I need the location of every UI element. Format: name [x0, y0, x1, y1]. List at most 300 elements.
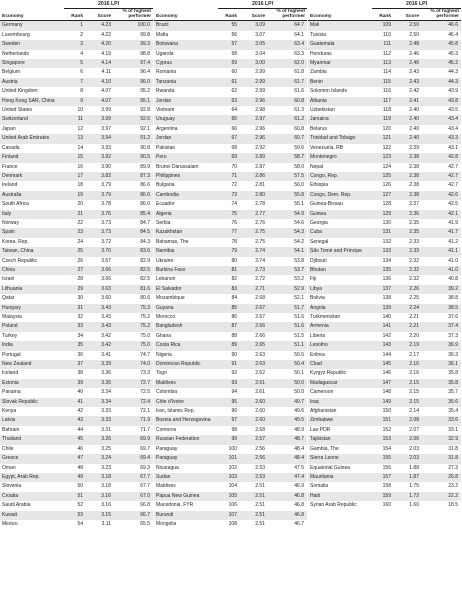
score-cell: 2.87 [240, 163, 268, 172]
economy-cell: Côte d'Ivoire [154, 398, 218, 407]
table-row [308, 398, 461, 407]
economy-cell: Lao PDR [308, 426, 372, 435]
rank-cell: 5 [64, 59, 86, 68]
table-row [154, 210, 307, 219]
pct-cell: 37.3 [422, 332, 461, 341]
pct-cell: 38.8 [422, 294, 461, 303]
rank-cell: 78 [218, 238, 240, 247]
pct-cell: 48.9 [268, 426, 307, 435]
table-row [308, 379, 461, 388]
rank-cell: 39 [64, 379, 86, 388]
economy-cell: Angola [308, 304, 372, 313]
rank-cell: 110 [372, 31, 394, 40]
pct-cell: 37.6 [422, 313, 461, 322]
rank-cell: 23 [64, 228, 86, 237]
economy-cell: Honduras [308, 50, 372, 59]
table-row [0, 426, 153, 435]
table-row [154, 482, 307, 491]
pct-cell: 84.7 [114, 219, 153, 228]
rank-cell: 52 [64, 501, 86, 510]
score-cell: 2.98 [240, 106, 268, 115]
rank-cell: 104 [218, 482, 240, 491]
table-row [154, 464, 307, 473]
economy-cell: Cyprus [154, 59, 218, 68]
pct-cell: 75.2 [114, 322, 153, 331]
score-cell: 2.92 [240, 144, 268, 153]
pct-cell: 99.3 [114, 40, 153, 49]
rank-cell: 70 [218, 163, 240, 172]
pct-cell: 71.9 [114, 416, 153, 425]
pct-cell: 46.7 [268, 520, 307, 529]
rank-cell: 64 [218, 106, 240, 115]
economy-cell: Senegal [308, 238, 372, 247]
score-cell: 2.61 [240, 388, 268, 397]
rank-cell: 8 [64, 87, 86, 96]
rank-cell: 9 [64, 97, 86, 106]
pct-cell: 61.3 [268, 106, 307, 115]
pct-cell: 38.5 [422, 304, 461, 313]
economy-cell: Taiwan, China [0, 247, 64, 256]
table-row [308, 31, 461, 40]
rank-cell: 75 [218, 210, 240, 219]
economy-cell: United Kingdom [0, 87, 64, 96]
economy-cell: Sudan [154, 473, 218, 482]
economy-cell: Denmark [0, 172, 64, 181]
score-cell: 2.50 [394, 31, 422, 40]
score-cell: 2.51 [240, 501, 268, 510]
pct-cell: 64.1 [268, 31, 307, 40]
pct-cell: 37.4 [422, 322, 461, 331]
rank-cell: 150 [372, 407, 394, 416]
score-cell: 2.38 [394, 163, 422, 172]
rank-cell: 139 [372, 304, 394, 313]
pct-cell: 82.9 [114, 257, 153, 266]
score-cell: 2.67 [240, 313, 268, 322]
pct-cell: 91.2 [114, 134, 153, 143]
score-cell: 2.21 [394, 313, 422, 322]
score-cell: 3.66 [86, 266, 114, 275]
rank-cell: 147 [372, 379, 394, 388]
score-cell: 2.36 [394, 210, 422, 219]
rank-cell: 73 [218, 191, 240, 200]
table-row [154, 153, 307, 162]
score-cell: 2.60 [240, 416, 268, 425]
score-cell: 3.33 [86, 416, 114, 425]
economy-cell: Kuwait [0, 511, 64, 520]
pct-cell: 63.4 [268, 40, 307, 49]
table-row [0, 360, 153, 369]
economy-header: Economy [0, 9, 64, 21]
table-row [308, 78, 461, 87]
score-cell: 2.41 [394, 97, 422, 106]
rank-cell: 141 [372, 322, 394, 331]
economy-cell: Tanzania [154, 78, 218, 87]
economy-cell: Uganda [154, 50, 218, 59]
economy-cell: Armenia [308, 322, 372, 331]
table-row [154, 473, 307, 482]
economy-cell: Ecuador [154, 200, 218, 209]
pct-cell: 96.0 [114, 78, 153, 87]
score-cell: 2.81 [240, 181, 268, 190]
pct-cell: 43.4 [422, 125, 461, 134]
table-row [308, 388, 461, 397]
pct-cell: 54.1 [268, 247, 307, 256]
economy-cell: Poland [0, 322, 64, 331]
score-cell: 2.03 [394, 445, 422, 454]
economy-cell: Mexico [0, 520, 64, 529]
economy-cell: Bahrain [0, 426, 64, 435]
rank-cell: 122 [372, 144, 394, 153]
rank-cell: 71 [218, 172, 240, 181]
rank-cell: 38 [64, 369, 86, 378]
table-row [0, 266, 153, 275]
pct-cell: 35.6 [422, 398, 461, 407]
score-cell: 3.23 [86, 464, 114, 473]
score-cell: 2.15 [394, 398, 422, 407]
score-cell: 3.79 [86, 181, 114, 190]
pct-cell: 67.7 [114, 482, 153, 491]
pct-cell: 86.6 [114, 181, 153, 190]
score-cell: 3.92 [86, 153, 114, 162]
table-row [0, 492, 153, 501]
economy-cell: Botswana [154, 40, 218, 49]
rank-cell: 43 [64, 416, 86, 425]
economy-cell: Dominican Republic [154, 360, 218, 369]
table-row [0, 351, 153, 360]
rank-cell: 124 [372, 163, 394, 172]
rank-cell: 84 [218, 294, 240, 303]
rank-header: Rank [218, 9, 240, 21]
rank-cell: 48 [64, 464, 86, 473]
table-row [154, 332, 307, 341]
table-row [154, 511, 307, 520]
pct-cell: 22.2 [422, 492, 461, 501]
economy-cell: Congo, Dem. Rep. [308, 191, 372, 200]
economy-cell: Maldives [154, 379, 218, 388]
pct-cell: 82.5 [114, 275, 153, 284]
economy-cell: Paraguay [154, 454, 218, 463]
economy-cell: Burundi [154, 511, 218, 520]
rank-cell: 26 [64, 257, 86, 266]
economy-cell: Pakistan [154, 144, 218, 153]
pct-header: % of highest performer [422, 9, 461, 21]
table-row [154, 144, 307, 153]
pct-cell: 54.9 [268, 210, 307, 219]
rank-cell: 37 [64, 360, 86, 369]
table-row [0, 332, 153, 341]
rank-cell: 77 [218, 228, 240, 237]
table-row [0, 454, 153, 463]
table-row [154, 50, 307, 59]
table-row [308, 153, 461, 162]
table-row [154, 379, 307, 388]
economy-cell: Malta [154, 31, 218, 40]
pct-cell: 46.8 [268, 501, 307, 510]
economy-cell: Romania [154, 68, 218, 77]
table-row [154, 200, 307, 209]
score-cell: 2.39 [394, 144, 422, 153]
rank-cell: 128 [372, 200, 394, 209]
score-cell: 3.99 [86, 115, 114, 124]
score-cell: 2.40 [394, 115, 422, 124]
table-row [154, 191, 307, 200]
score-cell: 2.03 [394, 454, 422, 463]
pct-cell: 48.7 [268, 435, 307, 444]
table-row [308, 134, 461, 143]
economy-cell: Oman [0, 464, 64, 473]
pct-cell: 41.7 [422, 228, 461, 237]
pct-cell: 84.5 [114, 228, 153, 237]
pct-cell: 50.0 [268, 379, 307, 388]
score-cell: 3.34 [86, 388, 114, 397]
table-row [308, 454, 461, 463]
pct-cell: 83.6 [114, 247, 153, 256]
score-cell: 4.23 [86, 21, 114, 31]
score-cell: 3.76 [86, 210, 114, 219]
rank-cell: 130 [372, 219, 394, 228]
economy-cell: Trinidad and Tobago [308, 134, 372, 143]
economy-cell: United States [0, 106, 64, 115]
economy-cell: Sweden [0, 40, 64, 49]
score-cell: 2.42 [394, 87, 422, 96]
economy-cell: Egypt, Arab Rep. [0, 473, 64, 482]
pct-cell: 36.3 [422, 351, 461, 360]
pct-cell: 49.5 [268, 416, 307, 425]
score-cell: 2.66 [240, 332, 268, 341]
rank-cell: 25 [64, 247, 86, 256]
pct-cell: 49.6 [268, 407, 307, 416]
score-cell: 3.73 [86, 228, 114, 237]
economy-cell: China [0, 266, 64, 275]
rank-cell: 158 [372, 482, 394, 491]
score-cell: 3.18 [86, 482, 114, 491]
ranking-table-1 [0, 0, 153, 529]
pct-cell: 55.8 [268, 191, 307, 200]
score-cell: 2.67 [240, 304, 268, 313]
economy-cell: Luxembourg [0, 31, 64, 40]
table-row [308, 426, 461, 435]
rank-cell: 142 [372, 332, 394, 341]
table-row [308, 59, 461, 68]
economy-cell: El Salvador [154, 285, 218, 294]
pct-cell: 39.2 [422, 285, 461, 294]
economy-cell: Jordan [154, 97, 218, 106]
economy-cell: Lithuania [0, 285, 64, 294]
rank-cell: 120 [372, 125, 394, 134]
economy-cell: Namibia [154, 247, 218, 256]
table-row [308, 501, 461, 510]
rank-cell: 108 [218, 520, 240, 529]
score-cell: 2.96 [240, 134, 268, 143]
economy-cell: Slovenia [0, 482, 64, 491]
table-row [308, 351, 461, 360]
economy-cell: Venezuela, RB [308, 144, 372, 153]
table-row [0, 228, 153, 237]
score-cell: 3.25 [86, 445, 114, 454]
table-row [0, 520, 153, 529]
pct-cell: 31.8 [422, 445, 461, 454]
table-row [308, 275, 461, 284]
pct-cell: 46.4 [422, 31, 461, 40]
rank-cell: 100 [218, 445, 240, 454]
table-row [0, 304, 153, 313]
table-row [0, 445, 153, 454]
table-row [308, 247, 461, 256]
table-row [0, 257, 153, 266]
table-row [308, 435, 461, 444]
pct-cell: 66.7 [114, 511, 153, 520]
pct-cell: 32.9 [422, 435, 461, 444]
table-row [0, 379, 153, 388]
score-header: Score [394, 9, 422, 21]
rank-cell: 92 [218, 369, 240, 378]
pct-cell: 82.5 [114, 266, 153, 275]
economy-cell: Jamaica [308, 115, 372, 124]
economy-cell: São Tomé and Príncipe [308, 247, 372, 256]
pct-cell: 50.4 [268, 360, 307, 369]
rank-cell: 27 [64, 266, 86, 275]
pct-cell: 57.5 [268, 172, 307, 181]
score-cell: 2.62 [240, 369, 268, 378]
economy-cell: Zimbabwe [308, 416, 372, 425]
economy-cell: Albania [308, 97, 372, 106]
score-cell: 2.40 [394, 134, 422, 143]
pct-cell: 85.4 [114, 210, 153, 219]
score-cell: 3.34 [86, 398, 114, 407]
economy-cell: Kyrgyz Republic [308, 369, 372, 378]
pct-cell: 64.7 [268, 21, 307, 31]
rank-cell: 42 [64, 407, 86, 416]
pct-cell: 44.3 [422, 68, 461, 77]
pct-cell: 42.6 [422, 191, 461, 200]
economy-cell: Sierra Leone [308, 454, 372, 463]
table-row [0, 68, 153, 77]
score-cell: 2.38 [394, 153, 422, 162]
pct-cell: 35.7 [422, 388, 461, 397]
pct-cell: 67.7 [114, 473, 153, 482]
score-cell: 2.15 [394, 388, 422, 397]
pct-cell: 61.7 [268, 78, 307, 87]
score-cell: 3.43 [86, 313, 114, 322]
pct-cell: 72.4 [114, 398, 153, 407]
pct-cell: 58.0 [268, 163, 307, 172]
score-cell: 3.05 [240, 40, 268, 49]
rank-cell: 1 [64, 21, 86, 31]
economy-cell: Solomon Islands [308, 87, 372, 96]
score-cell: 2.73 [240, 266, 268, 275]
rank-cell: 47 [64, 454, 86, 463]
pct-cell: 45.8 [422, 40, 461, 49]
pct-header: % of highest performer [268, 9, 307, 21]
pct-cell: 92.6 [114, 115, 153, 124]
pct-cell: 51.6 [268, 322, 307, 331]
pct-cell: 72.5 [114, 388, 153, 397]
economy-cell: Ghana [154, 332, 218, 341]
rank-cell: 109 [372, 21, 394, 31]
score-cell: 3.04 [240, 50, 268, 59]
rank-cell: 115 [372, 78, 394, 87]
rank-cell: 112 [372, 50, 394, 59]
table-row [154, 266, 307, 275]
pct-cell: 42.5 [422, 200, 461, 209]
rank-cell: 31 [64, 304, 86, 313]
economy-cell: Uzbekistan [308, 106, 372, 115]
economy-cell: Bolivia [308, 294, 372, 303]
rank-cell: 91 [218, 360, 240, 369]
rank-cell: 32 [64, 313, 86, 322]
rank-cell: 151 [372, 416, 394, 425]
score-cell: 2.24 [394, 304, 422, 313]
pct-header: % of highest performer [114, 9, 153, 21]
score-cell: 2.53 [240, 473, 268, 482]
pct-cell: 69.7 [114, 445, 153, 454]
table-row [0, 238, 153, 247]
pct-cell: 95.1 [114, 97, 153, 106]
table-row [0, 511, 153, 520]
economy-cell: Hungary [0, 304, 64, 313]
rank-cell: 97 [218, 416, 240, 425]
rank-cell: 87 [218, 322, 240, 331]
table-row [0, 464, 153, 473]
rank-cell: 76 [218, 219, 240, 228]
rank-cell: 111 [372, 40, 394, 49]
rank-cell: 72 [218, 181, 240, 190]
table-row [308, 304, 461, 313]
table-row [0, 59, 153, 68]
pct-cell: 90.5 [114, 153, 153, 162]
rank-cell: 125 [372, 172, 394, 181]
table-row [308, 238, 461, 247]
score-cell: 2.32 [394, 275, 422, 284]
score-cell: 3.60 [86, 294, 114, 303]
economy-cell: Macedonia, FYR [154, 501, 218, 510]
rank-cell: 149 [372, 398, 394, 407]
economy-cell: Netherlands [0, 50, 64, 59]
economy-cell: Colombia [154, 388, 218, 397]
table-row [0, 191, 153, 200]
score-cell: 2.43 [394, 78, 422, 87]
table-row [154, 181, 307, 190]
rank-cell: 16 [64, 163, 86, 172]
rank-cell: 56 [218, 31, 240, 40]
economy-cell: Gambia, The [308, 445, 372, 454]
rank-cell: 41 [64, 398, 86, 407]
rank-cell: 81 [218, 266, 240, 275]
rank-cell: 44 [64, 426, 86, 435]
economy-cell: Zambia [308, 68, 372, 77]
economy-cell: Libya [308, 285, 372, 294]
rank-cell: 118 [372, 106, 394, 115]
rank-cell: 83 [218, 285, 240, 294]
pct-cell: 75.0 [114, 341, 153, 350]
pct-cell: 63.3 [268, 50, 307, 59]
table-row [308, 416, 461, 425]
score-cell: 2.80 [240, 191, 268, 200]
economy-cell: Czech Republic [0, 257, 64, 266]
economy-cell: Afghanistan [308, 407, 372, 416]
economy-cell: Iceland [0, 369, 64, 378]
economy-cell: Qatar [0, 294, 64, 303]
economy-cell: Slovak Republic [0, 398, 64, 407]
pct-cell: 51.6 [268, 313, 307, 322]
pct-cell: 81.6 [114, 285, 153, 294]
rank-cell: 102 [218, 464, 240, 473]
rank-cell: 86 [218, 313, 240, 322]
rank-cell: 131 [372, 228, 394, 237]
economy-cell: Equatorial Guinea [308, 464, 372, 473]
economy-cell: Rwanda [154, 87, 218, 96]
score-cell: 2.75 [240, 238, 268, 247]
